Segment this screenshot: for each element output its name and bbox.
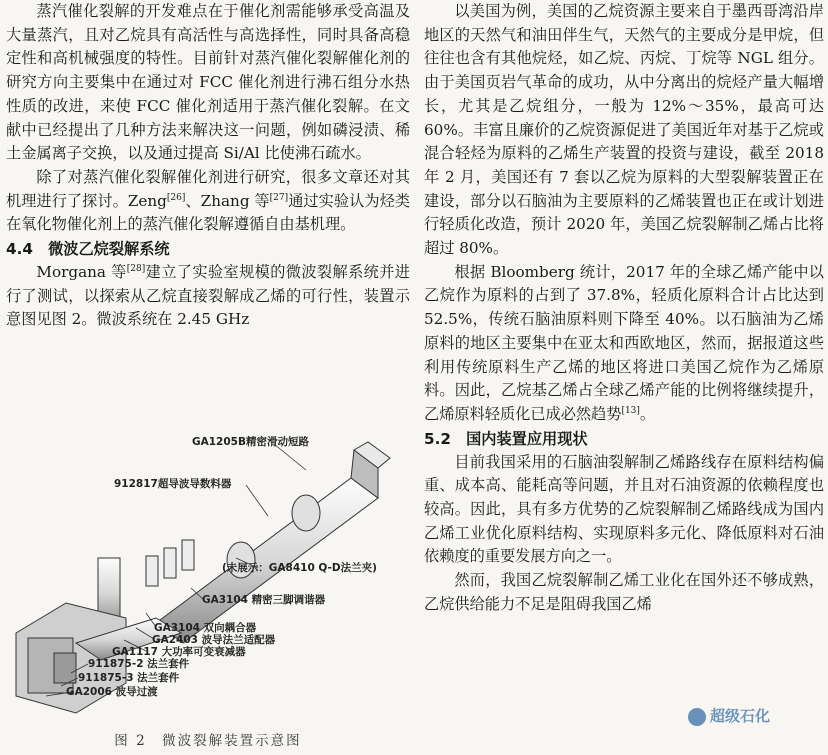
left-paragraph-3 bbox=[6, 261, 410, 332]
figure-label-flange-adapter: GA2403 波导法兰适配器 bbox=[152, 634, 276, 646]
left-paragraph-2-text-b: 、Zhang 等 bbox=[185, 191, 270, 210]
right-paragraph-2-text-b: 。 bbox=[639, 404, 656, 423]
watermark bbox=[688, 705, 770, 726]
figure-label-waveguide: 912817超导波导数料器 bbox=[114, 478, 232, 490]
figure-label-tuner: GA3104 精密三脚调谐器 bbox=[202, 594, 326, 606]
figure-label-flange-kit-2: 911875-2 法兰套件 bbox=[88, 658, 190, 670]
microwave-apparatus-illustration bbox=[6, 428, 410, 728]
right-paragraph-3: 目前我国采用的石脑油裂解制乙烯路线存在原料结构偏重、成本高、能耗高等问题，并且对石油资源的依赖程度也较高。因此，具有多方优势的乙烷裂解制乙烯路线成为国内乙烯工业优化原料结构、实现原料多元化、降低原料对石油依赖度的重要发展方向之一。 bbox=[424, 452, 824, 566]
figure-caption: 图 2 微波裂解装置示意图 bbox=[114, 733, 302, 749]
left-paragraph-1: 蒸汽催化裂解的开发难点在于催化剂需能够承受高温及大量蒸汽，且对乙烷具有高活性与高选择性，同时具备高稳定性和高机械强度的特性。目前针对蒸汽催化裂解催化剂的研究方向主要集中在通过对 FCC 催化剂进行沸石组分水热性质的改进，来使 FCC 催化剂适用于蒸汽催化裂解。在文献中已经提出了几种方法来解决这一问题，例如磷浸渍、稀土金属离子交换，以及通过提高 Si/Al 比使沸石疏水。 bbox=[6, 2, 410, 163]
right-paragraph-2 bbox=[424, 261, 824, 427]
figure-label-flange-kit-3: 911875-3 法兰套件 bbox=[78, 672, 180, 684]
section-heading-5-2: 5.2 国内装置应用现状 bbox=[424, 429, 588, 448]
citation-26: [26] bbox=[166, 192, 186, 203]
left-paragraph-2-text-a: 除了对蒸汽催化裂解催化剂进行研究，很多文章还对其机理进行了探讨。Zeng bbox=[6, 167, 410, 210]
figure-label-transition: GA2006 波导过渡 bbox=[66, 686, 158, 698]
right-paragraph-4: 然而，我国乙烷裂解制乙烯工业化在国外还不够成熟，乙烷供给能力不足是阻碍我国乙烯 bbox=[424, 571, 824, 613]
left-paragraph-2-text-c: 通过实验认为烃类在氧化物催化剂上的蒸汽催化裂解遵循自由基机理。 bbox=[6, 191, 411, 234]
left-paragraph-3-text-b: 建立了实验室规模的微波裂解系统并进行了测试，以探索从乙烷直接裂解成乙烯的可行性，装置示意图见图 2。微波系统在 2.45 GHz bbox=[6, 263, 410, 329]
figure-label-coupler: GA3104 双向耦合器 bbox=[154, 622, 257, 634]
left-paragraph-3-text-a: Morgana 等 bbox=[36, 263, 127, 282]
figure-label-attenuator: GA1117 大功率可变衰减器 bbox=[112, 646, 246, 658]
right-column bbox=[424, 0, 824, 617]
citation-27: [27] bbox=[269, 192, 289, 203]
right-paragraph-1: 以美国为例，美国的乙烷资源主要来自于墨西哥湾沿岸地区的天然气和油田伴生气，天然气的主要成分是甲烷，但往往也含有其他烷烃，如乙烷、丙烷、丁烷等 NGL 组分。由于美国页岩气革命的成功，从中分离出的烷烃产量大幅增长，尤其是乙烷组分，一般为 12%～35%，最高可达 60%。丰富且廉价的乙烷资源促进了美国近年对基于乙烷或混合轻烃为原料的乙烯生产装置的投资与建设，截至 2018 年 2 月，美国还有 7 套以乙烷为原料的大型裂解装置正在建设，部分以石脑油为主要原料的乙烯装置也正在或计划进行轻质化改造，预计 2020 年，美国乙烷裂解制乙烯占比将超过 80%。 bbox=[424, 2, 824, 258]
watermark-text: 超级石化 bbox=[710, 707, 771, 725]
left-column bbox=[6, 0, 410, 332]
figure-2 bbox=[6, 428, 410, 755]
citation-13: [13] bbox=[621, 405, 640, 416]
figure-label-flange-clamp: (未展示：GA8410 Q-D法兰夹) bbox=[222, 562, 377, 574]
figure-label-sliding-short: GA1205B精密滑动短路 bbox=[192, 436, 309, 448]
wechat-icon bbox=[688, 708, 706, 726]
right-paragraph-2-text-a: 根据 Bloomberg 统计，2017 年的全球乙烯产能中以乙烷作为原料的占到了 37.8%，轻质化原料合计占比达到 52.5%，传统石脑油原料则下降至 40%。以石脑油为乙烯原料的地区主要集中在亚太和西欧地区，然而，据报道这些利用传统原料生产乙烯的地区将进口美国乙烷作为乙烯原料。因此，乙烷基乙烯占全球乙烯产能的比例将继续提升，乙烯原料轻质化已成必然趋势 bbox=[424, 262, 824, 423]
citation-28: [28] bbox=[126, 263, 146, 274]
left-paragraph-2 bbox=[6, 166, 410, 237]
section-heading-4-4: 4.4 微波乙烷裂解系统 bbox=[6, 240, 170, 259]
